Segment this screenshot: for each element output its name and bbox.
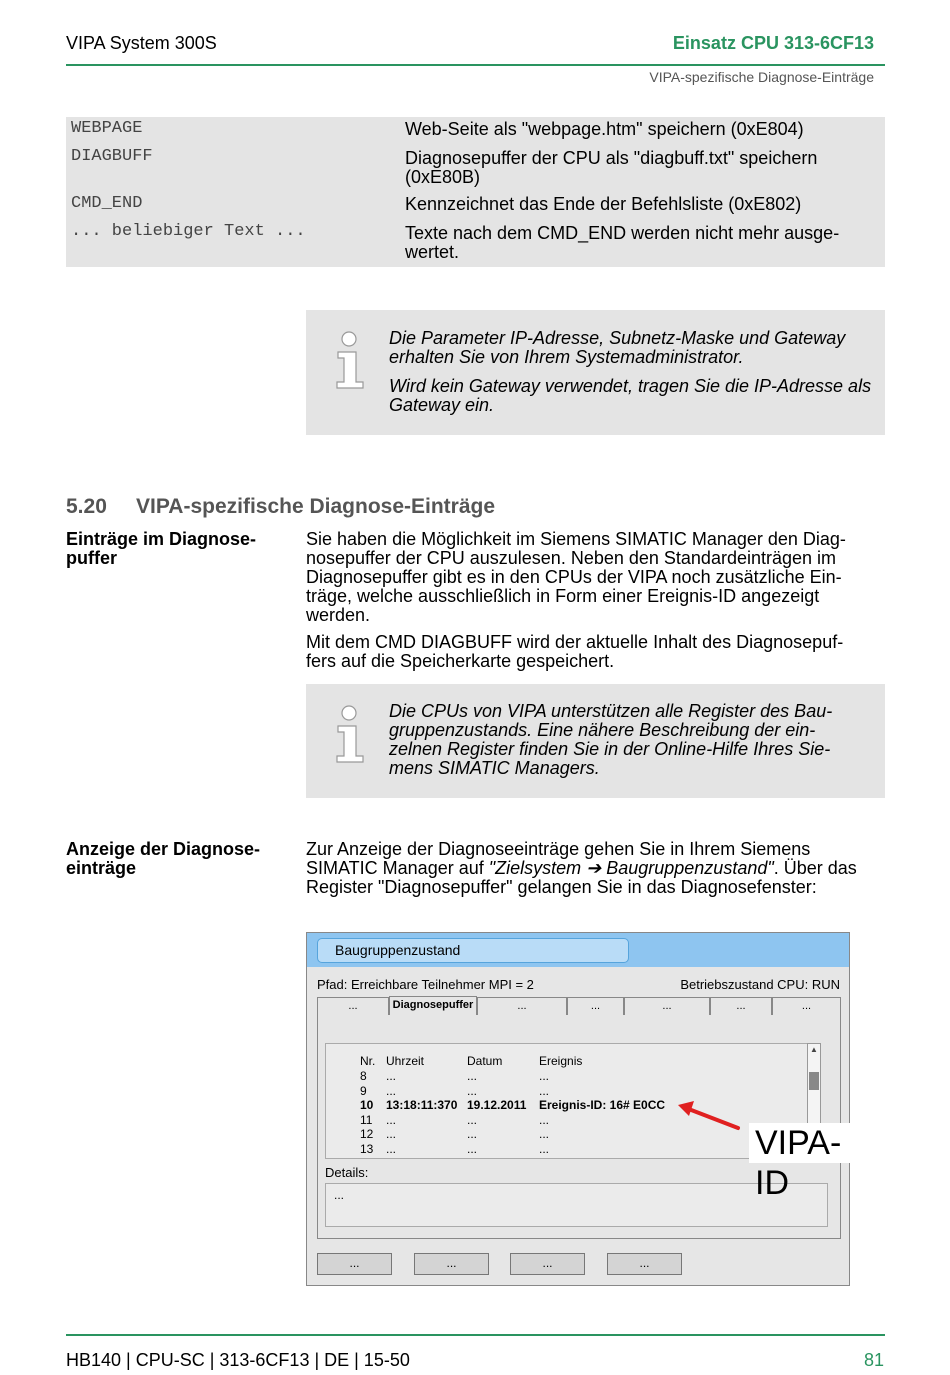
dialog-button: ... <box>510 1253 585 1275</box>
diagnostic-cell-nr: 10 <box>360 1098 374 1112</box>
side-heading: Anzeige der Diagnose- einträge <box>66 839 261 878</box>
diagnostic-cell-event: Ereignis-ID: 16# E0CC <box>539 1098 666 1112</box>
body-paragraph: Sie haben die Möglichkeit im Siemens SIMATIC Manager den Diag- nosepuffer der CPU auszulesen. Neben den Standardeinträgen im Diagnosepuffer gibt es in den CPUs der VIPA noch zusätzliche Ein- träge, welche ausschließlich in Form einer Ereignis-ID angezeigt werden. <box>306 529 846 625</box>
command-code: ... beliebiger Text ... <box>71 222 306 241</box>
body-paragraph <box>306 840 886 897</box>
note-paragraph: Wird kein Gateway verwendet, tragen Sie die IP-Adresse als Gateway ein. <box>389 376 872 415</box>
red-arrow-icon <box>670 1096 750 1136</box>
dialog-path: Pfad: Erreichbare Teilnehmer MPI = 2 <box>317 977 534 992</box>
dialog-title: Baugruppenzustand <box>317 938 629 963</box>
diagnostic-cell-time: ... <box>386 1069 397 1083</box>
diagnostic-cell-time: ... <box>386 1127 397 1141</box>
diagnostic-cell-time: ... <box>386 1112 397 1127</box>
diagnostic-cell-nr: 8 <box>360 1069 367 1083</box>
body-text: . Über das Register "Diagnosepuffer" gelangen Sie in das Diagnosefenster: <box>306 858 857 897</box>
info-icon <box>332 330 368 390</box>
dialog-tab: ... <box>710 997 772 1015</box>
diagnostic-cell-nr: 13 <box>360 1141 374 1156</box>
diagnostic-cell-event: ... <box>539 1069 550 1083</box>
command-code: DIAGBUFF <box>71 147 153 166</box>
vipa-id-callout: VIPA-ID <box>749 1123 875 1163</box>
page-number: 81 <box>863 1350 884 1370</box>
scroll-thumb <box>809 1072 819 1090</box>
command-table <box>66 117 885 267</box>
diagnostic-cell-event: ... <box>539 1141 550 1156</box>
footer-rule <box>66 1334 885 1336</box>
details-box: ... <box>325 1183 828 1227</box>
command-row <box>66 220 885 267</box>
header-product: VIPA System 300S <box>66 33 217 53</box>
section-heading: VIPA-spezifische Diagnose-Einträge <box>136 495 496 518</box>
command-row <box>66 192 885 220</box>
dialog-button: ... <box>607 1253 682 1275</box>
header-chapter: Einsatz CPU 313-6CF13 <box>672 33 874 53</box>
command-description: Web-Seite als "webpage.htm" speichern (0xE804) <box>405 119 804 139</box>
dialog-tab: ... <box>317 997 389 1015</box>
diagnostic-cell-time: 13:18:11:370 <box>386 1098 458 1112</box>
dialog-tab: ... <box>772 997 841 1015</box>
diagnostic-cell-time: ... <box>386 1083 397 1098</box>
diagnostic-cell-time: ... <box>386 1141 397 1156</box>
dialog-title-bar <box>307 933 849 967</box>
column-header-time: Uhrzeit <box>386 1054 425 1068</box>
dialog-tab: ... <box>477 997 567 1015</box>
section-title <box>66 495 495 519</box>
diagnostic-cell-date: ... <box>467 1112 478 1127</box>
command-row <box>66 117 885 145</box>
header-rule <box>66 64 885 66</box>
diagnostic-cell-date: ... <box>467 1083 478 1098</box>
dialog-tab: ... <box>567 997 624 1015</box>
column-header-event: Ereignis <box>539 1054 583 1068</box>
section-number: 5.20 <box>66 495 107 518</box>
diagnostic-cell-date: 19.12.2011 <box>467 1098 527 1112</box>
command-description: Texte nach dem CMD_END werden nicht mehr ausge- wertet. <box>405 223 840 262</box>
diagnostic-cell-event: ... <box>539 1127 550 1141</box>
diagnostic-cell-nr: 11 <box>360 1112 373 1127</box>
dialog-button: ... <box>317 1253 392 1275</box>
dialog-cpu-state: Betriebszustand CPU: RUN <box>680 977 840 992</box>
command-code: WEBPAGE <box>71 119 143 138</box>
details-label: Details: <box>325 1165 369 1180</box>
command-description: Kennzeichnet das Ende der Befehlsliste (0xE802) <box>405 194 802 214</box>
scroll-up-icon: ▲ <box>810 1045 818 1054</box>
command-code: CMD_END <box>71 194 143 213</box>
note-paragraph: Die Parameter IP-Adresse, Subnetz-Maske und Gateway erhalten Sie von Ihrem Systemadministrator. <box>389 328 846 367</box>
diagnostic-cell-date: ... <box>467 1141 478 1156</box>
body-paragraph: Mit dem CMD DIAGBUFF wird der aktuelle Inhalt des Diagnosepuf- fers auf die Speicherkarte gespeichert. <box>306 632 844 671</box>
dialog-tab: ... <box>624 997 710 1015</box>
dialog-button: ... <box>414 1253 489 1275</box>
info-icon <box>332 704 368 764</box>
diagnostic-cell-date: ... <box>467 1127 478 1141</box>
diagnostic-cell-event: ... <box>539 1112 550 1127</box>
menu-path: "Zielsystem ➔ Baugruppenzustand" <box>488 858 774 878</box>
diagnostic-cell-event: ... <box>539 1083 550 1098</box>
dialog-tab-strip <box>317 997 841 1015</box>
command-description: Diagnosepuffer der CPU als "diagbuff.txt" speichern (0xE80B) <box>405 148 818 187</box>
footer-doc-id: HB140 | CPU-SC | 313-6CF13 | DE | 15-50 <box>66 1350 410 1370</box>
body-text: Zur Anzeige der Diagnoseeinträge gehen Sie in Ihrem Siemens SIMATIC Manager auf <box>306 839 811 878</box>
header-section: VIPA-spezifische Diagnose-Einträge <box>649 69 874 85</box>
column-header-date: Datum <box>467 1054 503 1068</box>
command-row <box>66 145 885 192</box>
diagnostic-cell-nr: 9 <box>360 1083 367 1098</box>
diagnostic-cell-date: ... <box>467 1069 478 1083</box>
note-paragraph: Die CPUs von VIPA unterstützen alle Register des Bau- gruppenzustands. Eine nähere Beschreibung der ein- zelnen Register finden Sie in der Online-Hilfe Ihres Sie- mens SIMATIC Managers. <box>389 701 833 778</box>
info-note <box>306 310 885 435</box>
diagnostic-dialog-screenshot <box>306 932 850 1286</box>
side-heading: Einträge im Diagnose- puffer <box>66 529 257 568</box>
diagnostic-cell-nr: 12 <box>360 1127 374 1141</box>
dialog-tab-diagnosepuffer: Diagnosepuffer <box>389 996 477 1015</box>
info-note <box>306 684 885 798</box>
column-header-nr: Nr. <box>360 1054 376 1068</box>
